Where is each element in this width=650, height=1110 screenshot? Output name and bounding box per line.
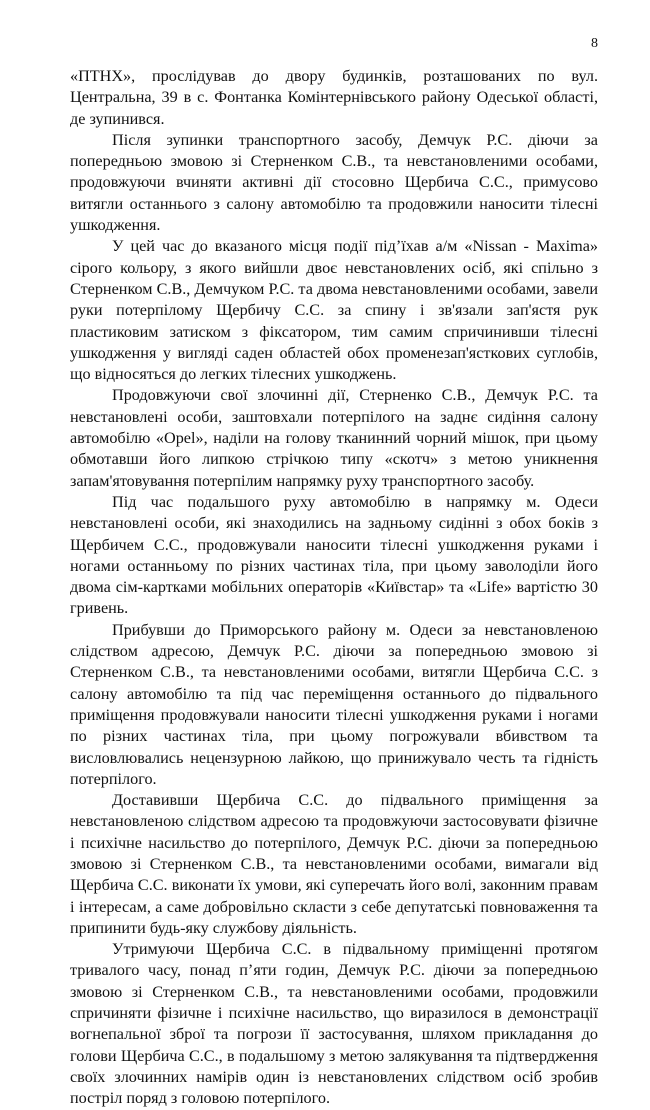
paragraph-8: Утримуючи Щербича С.С. в підвальному приміщенні протягом тривалого часу, понад п’яти годин, Демчук Р.С. діючи за попередньою змовою зі Стерненком С.В., та невстановленими особами, продовжили спричиняти фізичне і психічне насильство, що виразилося в демонстрації вогнепальної зброї та погрози її застосування, шляхом прикладання до голови Щербича С.С., в подальшому з метою залякування та підтвердження своїх злочинних намірів один із невстановлених слідством осіб зробив постріл поряд з головою потерпілого. xyxy=(70,940,598,1108)
page-number: 8 xyxy=(591,36,598,51)
document-body xyxy=(70,66,598,1110)
paragraph-5: Під час подальшого руху автомобілю в напрямку м. Одеси невстановлені особи, які знаходились на задньому сидінні з обох боків з Щербичем С.С., продовжували наносити тілесні ушкодження руками і ногами останньому по різних частинах тіла, при цьому заволоділи його двома сім-картками мобільних операторів «Київстар» та «Life» вартістю 30 гривень. xyxy=(70,492,598,618)
paragraph-1: «ПТНХ», прослідував до двору будинків, розташованих по вул. Центральна, 39 в с. Фонтанка Комінтернівського району Одеської області, де зупинився. xyxy=(70,67,598,128)
paragraph-2: Після зупинки транспортного засобу, Демчук Р.С. діючи за попередньою змовою зі Стерненком С.В., та невстановленими особами, продовжуючи вчиняти активні дії стосовно Щербича С.С., примусово витягли останнього з салону автомобілю та продовжили наносити тілесні ушкодження. xyxy=(70,130,598,235)
paragraph-6: Прибувши до Приморського району м. Одеси за невстановленою слідством адресою, Демчук Р.С. діючи за попередньою змовою зі Стерненком С.В., та невстановленими особами, витягли Щербича С.С. з салону автомобілю та під час переміщення останнього до підвального приміщення продовжували наносити тілесні ушкодження руками і ногами по різних частинах тіла, при цьому погрожували вбивством та висловлювались нецензурною лайкою, що принижувало честь та гідність потерпілого. xyxy=(70,620,598,788)
paragraph-3: У цей час до вказаного місця події під’їхав а/м «Nissan - Maxima» сірого кольору, з якого вийшли двоє невстановлених осіб, які спільно з Стерненком С.В., Демчуком Р.С. та двома невстановленими особами, завели руки потерпілому Щербичу С.С. за спину і зв'язали зап'ястя рук пластиковим затиском з фіксатором, тим самим спричинивши тілесні ушкодження у вигляді саден областей обох променезап'ясткових суглобів, що відносяться до легких тілесних ушкоджень. xyxy=(70,237,598,384)
paragraph-4: Продовжуючи свої злочинні дії, Стерненко С.В., Демчук Р.С. та невстановлені особи, заштовхали потерпілого на заднє сидіння салону автомобілю «Opel», наділи на голову тканинний чорний мішок, при цьому обмотавши його липкою стрічкою типу «скотч» з метою уникнення запам'ятовування потерпілим напрямку руху транспортного засобу. xyxy=(70,386,598,490)
paragraph-7: Доставивши Щербича С.С. до підвального приміщення за невстановленою слідством адресою та продовжуючи застосовувати фізичне і психічне насильство до потерпілого, Демчук Р.С. діючи за попередньою змовою зі Стерненком С.В., та невстановленими особами, вимагали від Щербича С.С. виконати їх умови, які суперечать його волі, законним правам і інтересам, а саме добровільно скласти з себе депутатські повноваження та припинити будь-яку службову діяльність. xyxy=(70,791,598,937)
